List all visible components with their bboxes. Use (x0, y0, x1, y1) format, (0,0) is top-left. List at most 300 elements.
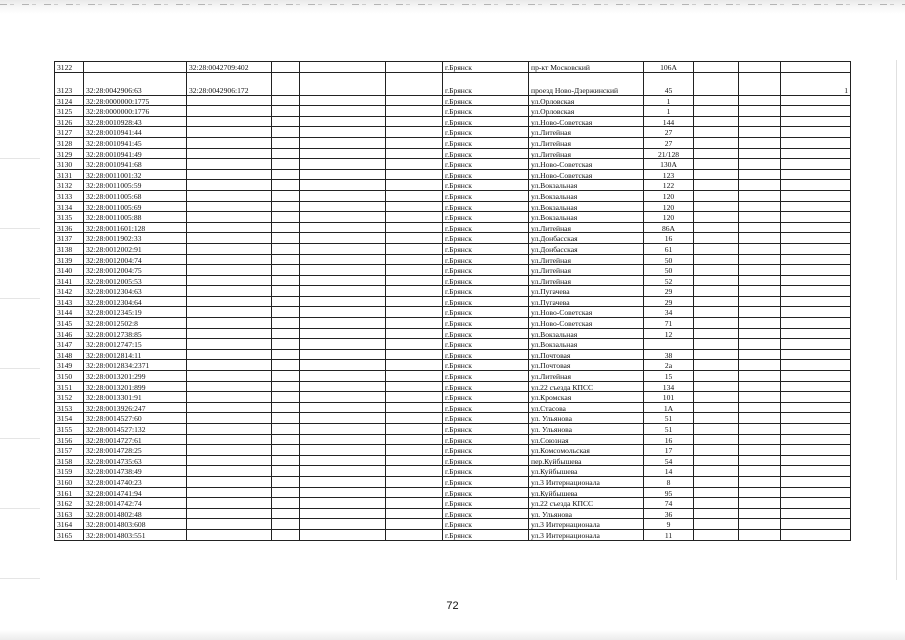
cell-row-number: 3148 (55, 349, 84, 360)
cell-empty (694, 275, 739, 286)
cell-city: г.Брянск (443, 148, 529, 159)
cell-empty (386, 466, 443, 477)
cell-empty (272, 233, 300, 244)
cell-parent-cadastral-number (187, 455, 272, 466)
cell-count (781, 212, 851, 223)
cell-empty (386, 296, 443, 307)
cell-house: 74 (644, 498, 694, 509)
cell-empty (272, 498, 300, 509)
cell-city: г.Брянск (443, 402, 529, 413)
cell-count: 1 (781, 72, 851, 95)
cell-empty (739, 212, 781, 223)
cell-empty (386, 339, 443, 350)
cell-street: пер.Куйбышева (529, 455, 644, 466)
cell-street: ул.Куйбышева (529, 487, 644, 498)
table-row (55, 254, 851, 265)
cell-row-number: 3161 (55, 487, 84, 498)
cell-empty (300, 371, 386, 382)
table-row (55, 381, 851, 392)
table-row (55, 127, 851, 138)
cell-empty (300, 127, 386, 138)
cell-empty (386, 318, 443, 329)
table-row (55, 413, 851, 424)
cell-empty (739, 222, 781, 233)
cell-empty (300, 307, 386, 318)
cell-count (781, 360, 851, 371)
cell-count (781, 434, 851, 445)
cell-count (781, 455, 851, 466)
cell-empty (272, 519, 300, 530)
cell-cadastral-number: 32:28:0014727:61 (84, 434, 187, 445)
cell-cadastral-number: 32:28:0010941:49 (84, 148, 187, 159)
cell-street: ул.Ново-Советская (529, 307, 644, 318)
table-row (55, 116, 851, 127)
cell-house: 50 (644, 254, 694, 265)
cell-empty (272, 95, 300, 106)
cell-house: 16 (644, 434, 694, 445)
cell-row-number: 3136 (55, 222, 84, 233)
cell-count (781, 349, 851, 360)
cell-parent-cadastral-number (187, 328, 272, 339)
cell-parent-cadastral-number (187, 159, 272, 170)
cell-parent-cadastral-number (187, 529, 272, 540)
cell-street: ул.Литейная (529, 371, 644, 382)
cell-row-number: 3157 (55, 445, 84, 456)
cell-cadastral-number: 32:28:0013201:899 (84, 381, 187, 392)
cell-empty (694, 222, 739, 233)
cell-empty (694, 371, 739, 382)
cell-house: 8 (644, 476, 694, 487)
cell-street: ул.Литейная (529, 137, 644, 148)
cell-count (781, 62, 851, 73)
cell-cadastral-number: 32:28:0012747:15 (84, 339, 187, 350)
cell-street: ул.Стасова (529, 402, 644, 413)
cell-row-number: 3163 (55, 508, 84, 519)
cell-count (781, 286, 851, 297)
cell-count (781, 339, 851, 350)
cell-street: ул.Донбасская (529, 233, 644, 244)
table-row (55, 106, 851, 117)
cell-empty (694, 508, 739, 519)
cell-empty (694, 529, 739, 540)
cell-empty (386, 349, 443, 360)
table-row (55, 222, 851, 233)
cell-parent-cadastral-number (187, 286, 272, 297)
table-row (55, 265, 851, 276)
cell-empty (386, 265, 443, 276)
cell-empty (272, 529, 300, 540)
cell-city: г.Брянск (443, 137, 529, 148)
cell-house: 14 (644, 466, 694, 477)
cell-cadastral-number: 32:28:0010928:43 (84, 116, 187, 127)
cell-empty (272, 455, 300, 466)
table-row (55, 402, 851, 413)
cell-empty (272, 318, 300, 329)
cell-row-number: 3160 (55, 476, 84, 487)
cell-count (781, 476, 851, 487)
cell-empty (386, 413, 443, 424)
cell-city: г.Брянск (443, 243, 529, 254)
cell-empty (386, 519, 443, 530)
cell-empty (272, 222, 300, 233)
cell-empty (272, 487, 300, 498)
cell-empty (694, 254, 739, 265)
cell-empty (739, 169, 781, 180)
cell-empty (694, 137, 739, 148)
cell-empty (300, 360, 386, 371)
cell-count (781, 371, 851, 382)
cell-house: 86А (644, 222, 694, 233)
cell-cadastral-number: 32:28:0013926:247 (84, 402, 187, 413)
cell-parent-cadastral-number (187, 190, 272, 201)
cell-house: 130А (644, 159, 694, 170)
table-row (55, 328, 851, 339)
cell-empty (739, 275, 781, 286)
cell-house: 29 (644, 286, 694, 297)
cell-empty (300, 254, 386, 265)
cell-empty (694, 445, 739, 456)
cell-cadastral-number: 32:28:0000000:1775 (84, 95, 187, 106)
cell-house: 51 (644, 424, 694, 435)
cell-empty (300, 529, 386, 540)
scan-left-noise (0, 120, 40, 580)
cell-empty (739, 95, 781, 106)
cell-street: ул.Ново-Советская (529, 116, 644, 127)
cell-city: г.Брянск (443, 392, 529, 403)
cell-row-number: 3149 (55, 360, 84, 371)
cell-city: г.Брянск (443, 466, 529, 477)
cell-row-number: 3124 (55, 95, 84, 106)
cell-cadastral-number: 32:28:0014527:132 (84, 424, 187, 435)
table-row (55, 519, 851, 530)
cell-empty (386, 307, 443, 318)
cell-empty (694, 455, 739, 466)
table-row (55, 455, 851, 466)
scan-top-edge (0, 0, 905, 14)
cell-city: г.Брянск (443, 180, 529, 191)
cell-street: ул.Почтовая (529, 349, 644, 360)
cell-parent-cadastral-number (187, 402, 272, 413)
cell-street: ул.Литейная (529, 148, 644, 159)
cell-empty (739, 519, 781, 530)
cell-house: 50 (644, 265, 694, 276)
cell-street: проезд Ново-Дзержинский (529, 72, 644, 95)
cell-empty (272, 286, 300, 297)
cell-empty (386, 424, 443, 435)
cell-row-number: 3153 (55, 402, 84, 413)
cell-row-number: 3123 (55, 72, 84, 95)
cell-row-number: 3165 (55, 529, 84, 540)
cell-empty (272, 275, 300, 286)
cell-empty (694, 169, 739, 180)
cell-count (781, 180, 851, 191)
cell-house: 12 (644, 328, 694, 339)
cell-empty (386, 159, 443, 170)
cell-empty (739, 72, 781, 95)
cell-count (781, 402, 851, 413)
cell-empty (694, 201, 739, 212)
cell-house: 34 (644, 307, 694, 318)
cell-cadastral-number: 32:28:0012004:74 (84, 254, 187, 265)
cell-street: ул.Вокзальная (529, 190, 644, 201)
cell-empty (272, 127, 300, 138)
cell-city: г.Брянск (443, 62, 529, 73)
cell-empty (739, 339, 781, 350)
cell-empty (386, 243, 443, 254)
cell-cadastral-number: 32:28:0014742:74 (84, 498, 187, 509)
cell-empty (300, 519, 386, 530)
cell-city: г.Брянск (443, 529, 529, 540)
cell-parent-cadastral-number: 32:28:0042906:172 (187, 72, 272, 95)
cell-parent-cadastral-number (187, 487, 272, 498)
cell-empty (272, 445, 300, 456)
cell-city: г.Брянск (443, 381, 529, 392)
cell-parent-cadastral-number (187, 318, 272, 329)
cell-cadastral-number: 32:28:0012002:91 (84, 243, 187, 254)
cell-parent-cadastral-number (187, 424, 272, 435)
cell-house: 54 (644, 455, 694, 466)
cell-empty (739, 445, 781, 456)
table-row (55, 180, 851, 191)
table-row (55, 137, 851, 148)
table-row (55, 148, 851, 159)
cell-parent-cadastral-number (187, 95, 272, 106)
cell-street: ул.Литейная (529, 265, 644, 276)
cell-city: г.Брянск (443, 106, 529, 117)
cell-street: ул.22 съезда КПСС (529, 381, 644, 392)
cell-cadastral-number: 32:28:0014740:23 (84, 476, 187, 487)
cell-parent-cadastral-number (187, 265, 272, 276)
cell-parent-cadastral-number (187, 381, 272, 392)
table-row (55, 169, 851, 180)
cell-row-number: 3129 (55, 148, 84, 159)
cell-empty (300, 487, 386, 498)
cell-count (781, 233, 851, 244)
cell-count (781, 148, 851, 159)
cell-empty (694, 212, 739, 223)
cell-cadastral-number: 32:28:0012345:19 (84, 307, 187, 318)
cell-city: г.Брянск (443, 233, 529, 244)
cell-empty (272, 212, 300, 223)
cell-street: ул.Пугачева (529, 286, 644, 297)
cell-empty (272, 402, 300, 413)
cell-street: пр-кт Московский (529, 62, 644, 73)
cell-house: 27 (644, 137, 694, 148)
cell-cadastral-number (84, 62, 187, 73)
cell-house: 61 (644, 243, 694, 254)
cell-cadastral-number: 32:28:0012502:8 (84, 318, 187, 329)
cell-empty (694, 392, 739, 403)
cell-empty (272, 307, 300, 318)
cell-count (781, 487, 851, 498)
cell-house: 52 (644, 275, 694, 286)
cell-house: 16 (644, 233, 694, 244)
cell-street: ул.Ново-Советская (529, 318, 644, 329)
cell-city: г.Брянск (443, 434, 529, 445)
cell-empty (739, 392, 781, 403)
cell-city: г.Брянск (443, 413, 529, 424)
cell-street: ул.Почтовая (529, 360, 644, 371)
cell-empty (272, 201, 300, 212)
cell-count (781, 201, 851, 212)
cell-empty (694, 116, 739, 127)
cell-empty (386, 381, 443, 392)
cell-empty (694, 265, 739, 276)
cell-empty (300, 466, 386, 477)
cell-city: г.Брянск (443, 498, 529, 509)
cell-street: ул.Вокзальная (529, 180, 644, 191)
cell-cadastral-number: 32:28:0012304:63 (84, 286, 187, 297)
cell-empty (739, 159, 781, 170)
cell-empty (386, 148, 443, 159)
cell-empty (386, 392, 443, 403)
cell-empty (739, 106, 781, 117)
cell-row-number: 3147 (55, 339, 84, 350)
cell-row-number: 3145 (55, 318, 84, 329)
cell-row-number: 3150 (55, 371, 84, 382)
cell-row-number: 3156 (55, 434, 84, 445)
table-row (55, 349, 851, 360)
cell-empty (739, 62, 781, 73)
table-row (55, 392, 851, 403)
cell-house: 17 (644, 445, 694, 456)
cell-empty (300, 190, 386, 201)
cell-empty (739, 476, 781, 487)
cell-empty (694, 424, 739, 435)
cell-cadastral-number: 32:28:0014803:551 (84, 529, 187, 540)
cell-row-number: 3159 (55, 466, 84, 477)
table-row (55, 529, 851, 540)
cell-empty (272, 62, 300, 73)
cell-street: ул.Ново-Советская (529, 159, 644, 170)
cell-empty (386, 434, 443, 445)
cell-empty (300, 233, 386, 244)
table-row (55, 95, 851, 106)
cell-parent-cadastral-number (187, 498, 272, 509)
cell-street: ул.Донбасская (529, 243, 644, 254)
cell-empty (694, 339, 739, 350)
cell-empty (739, 296, 781, 307)
cell-cadastral-number: 32:28:0014741:94 (84, 487, 187, 498)
cell-empty (739, 487, 781, 498)
cell-house: 122 (644, 180, 694, 191)
table-row (55, 190, 851, 201)
cell-house: 71 (644, 318, 694, 329)
cell-cadastral-number: 32:28:0014802:48 (84, 508, 187, 519)
cell-house: 51 (644, 413, 694, 424)
cell-house: 36 (644, 508, 694, 519)
cell-empty (300, 159, 386, 170)
cell-empty (694, 243, 739, 254)
cell-empty (300, 275, 386, 286)
cell-empty (739, 265, 781, 276)
cell-empty (386, 476, 443, 487)
cell-city: г.Брянск (443, 519, 529, 530)
table-row (55, 466, 851, 477)
scan-bottom-edge (0, 630, 905, 640)
cell-empty (694, 328, 739, 339)
cell-house: 95 (644, 487, 694, 498)
cell-city: г.Брянск (443, 328, 529, 339)
cell-empty (694, 487, 739, 498)
cell-cadastral-number: 32:28:0012304:64 (84, 296, 187, 307)
cell-empty (300, 148, 386, 159)
cell-street: ул.Вокзальная (529, 328, 644, 339)
cell-city: г.Брянск (443, 169, 529, 180)
cell-parent-cadastral-number (187, 445, 272, 456)
cell-cadastral-number: 32:28:0014735:63 (84, 455, 187, 466)
cell-row-number: 3133 (55, 190, 84, 201)
cell-empty (386, 127, 443, 138)
cell-parent-cadastral-number (187, 254, 272, 265)
cell-cadastral-number: 32:28:0012834:2371 (84, 360, 187, 371)
cell-street: ул.Орловская (529, 106, 644, 117)
cell-empty (739, 127, 781, 138)
cell-empty (272, 413, 300, 424)
cell-empty (739, 455, 781, 466)
cell-empty (272, 349, 300, 360)
cell-house: 11 (644, 529, 694, 540)
cell-empty (272, 106, 300, 117)
cell-empty (739, 413, 781, 424)
cell-empty (386, 402, 443, 413)
cell-empty (739, 233, 781, 244)
cell-cadastral-number: 32:28:0011601:128 (84, 222, 187, 233)
cell-street: ул.Комсомольская (529, 445, 644, 456)
cell-city: г.Брянск (443, 265, 529, 276)
cell-empty (694, 318, 739, 329)
cell-count (781, 466, 851, 477)
cell-parent-cadastral-number (187, 275, 272, 286)
cell-empty (386, 169, 443, 180)
cell-row-number: 3138 (55, 243, 84, 254)
cell-city: г.Брянск (443, 296, 529, 307)
table-row (55, 498, 851, 509)
cell-cadastral-number: 32:28:0013201:299 (84, 371, 187, 382)
cell-row-number: 3128 (55, 137, 84, 148)
cell-empty (739, 243, 781, 254)
cell-street: ул.Литейная (529, 127, 644, 138)
cell-city: г.Брянск (443, 371, 529, 382)
cell-house: 45 (644, 72, 694, 95)
cell-empty (694, 434, 739, 445)
cell-cadastral-number: 32:28:0014728:25 (84, 445, 187, 456)
cell-empty (694, 180, 739, 191)
cell-city: г.Брянск (443, 476, 529, 487)
cell-cadastral-number: 32:28:0012738:85 (84, 328, 187, 339)
cell-count (781, 254, 851, 265)
cell-empty (386, 371, 443, 382)
cell-row-number: 3154 (55, 413, 84, 424)
cell-empty (739, 116, 781, 127)
cell-street: ул.Пугачева (529, 296, 644, 307)
cell-row-number: 3152 (55, 392, 84, 403)
cell-empty (272, 243, 300, 254)
cell-parent-cadastral-number (187, 212, 272, 223)
cell-empty (272, 72, 300, 95)
table-row (55, 212, 851, 223)
cell-empty (300, 62, 386, 73)
cell-empty (694, 349, 739, 360)
table-row (55, 476, 851, 487)
cell-parent-cadastral-number (187, 307, 272, 318)
cell-empty (694, 402, 739, 413)
cell-empty (300, 243, 386, 254)
cell-parent-cadastral-number (187, 201, 272, 212)
cell-cadastral-number: 32:28:0014803:608 (84, 519, 187, 530)
table-row (55, 286, 851, 297)
cell-row-number: 3130 (55, 159, 84, 170)
